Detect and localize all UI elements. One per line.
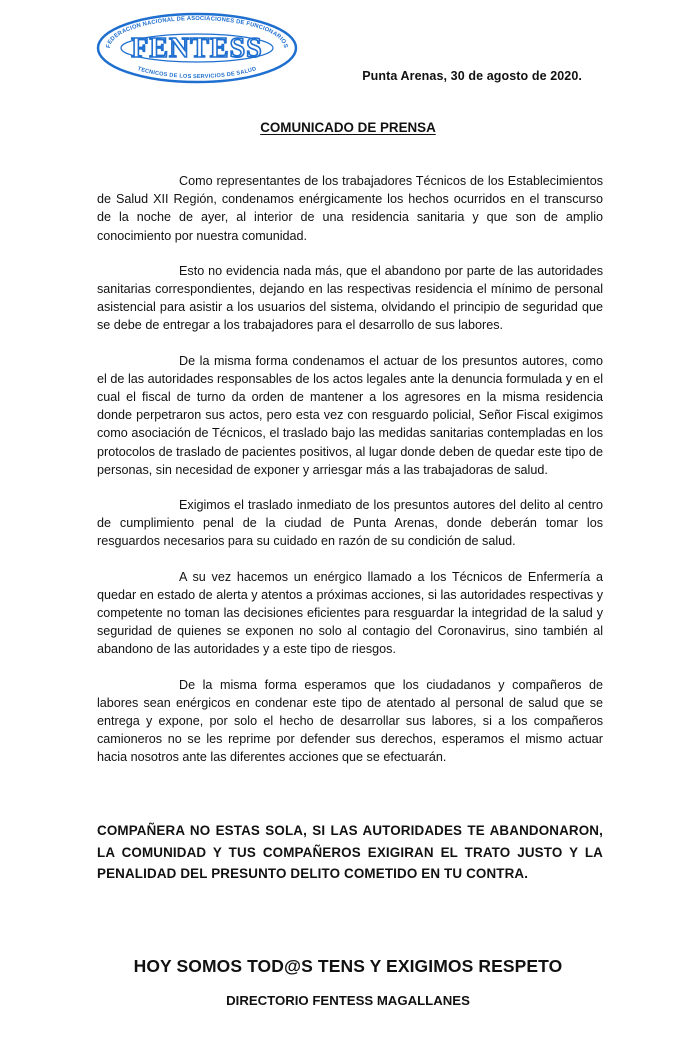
paragraph-2: Esto no evidencia nada más, que el abandono por parte de las autoridades sanitarias correspondientes, dejando en las respectivas residencia el mínimo de personal asistencial para asistir a los usuarios del sistema, olvidando el principio de seguridad que se debe de entregar a los trabajadores para el desarrollo de sus labores. — [97, 263, 603, 333]
paragraph-1: Como representantes de los trabajadores Técnicos de los Establecimientos de Salud XII Región, condenamos enérgicamente los hechos ocurridos en el transcurso de la noche de ayer, al interior de una residencia sanitaria y que son de amplio conocimiento por nuestra comunidad. — [97, 174, 603, 243]
logo-arc-bottom-text: TECNICOS DE LOS SERVICIOS DE SALUD — [136, 66, 258, 81]
place-date: Punta Arenas, 30 de agosto de 2020. — [362, 69, 582, 83]
paragraph-5: A su vez hacemos un enérgico llamado a los Técnicos de Enfermería a quedar en estado de alerta y atentos a próximas acciones, si las autoridades respectivas y competente no toman las decisiones eficientes para resguardar la integridad de la salud y seguridad de quienes se exponen no solo al contagio del Coronavirus, sino también al abandono de las autoridades y a este tipo de riesgos. — [97, 569, 603, 657]
body-text — [97, 172, 603, 784]
slogan: HOY SOMOS TOD@S TENS Y EXIGIMOS RESPETO — [133, 956, 563, 976]
document-title: COMUNICADO DE PRENSA — [260, 120, 436, 135]
paragraph-6: De la misma forma esperamos que los ciudadanos y compañeros de labores sean enérgicos en condenar este tipo de atentado al personal de salud que se entrega y expone, por solo el hecho de desarrollar sus labores, si a los compañeros camioneros no se les reprime por defender sus derechos, esperamos el mismo actuar hacia nosotros ante las diferentes acciones que se efectuarán. — [97, 677, 603, 765]
fentess-logo — [96, 12, 298, 84]
signature: DIRECTORIO FENTESS MAGALLANES — [226, 993, 470, 1008]
logo-wordmark: FENTESS — [131, 33, 263, 64]
paragraph-4: Exigimos el traslado inmediato de los presuntos autores del delito al centro de cumplimiento penal de la ciudad de Punta Arenas, donde deberán tomar los resguardos necesarios para su cuidado en razón de su condición de salud. — [97, 498, 603, 549]
logo-arc-top-text: FEDERACION NACIONAL DE ASOCIACIONES DE FUNCIONARIOS — [105, 16, 289, 49]
paragraph-3: De la misma forma condenamos el actuar de los presuntos autores, como el de las autoridades responsables de los actos legales ante la denuncia formulada y en el cual el fiscal de turno da orden de mantener a los agresores en la misma residencia donde perpetraron sus actos, pero esta vez con resguardo policial, Señor Fiscal exigimos como asociación de Técnicos, el traslado bajo las medidas sanitarias contempladas en los protocolos de traslado de pacientes positivos, al lugar donde deben de quedar este tipo de personas, sin necesidad de exponer y arriesgar más a las trabajadoras de salud. — [97, 353, 603, 477]
solidarity-statement: COMPAÑERA NO ESTAS SOLA, SI LAS AUTORIDADES TE ABANDONARON, LA COMUNIDAD Y TUS COMPAÑEROS EXIGIRAN EL TRATO JUSTO Y LA PENALIDAD DEL PRESUNTO DELITO COMETIDO EN TU CONTRA. — [97, 823, 603, 881]
